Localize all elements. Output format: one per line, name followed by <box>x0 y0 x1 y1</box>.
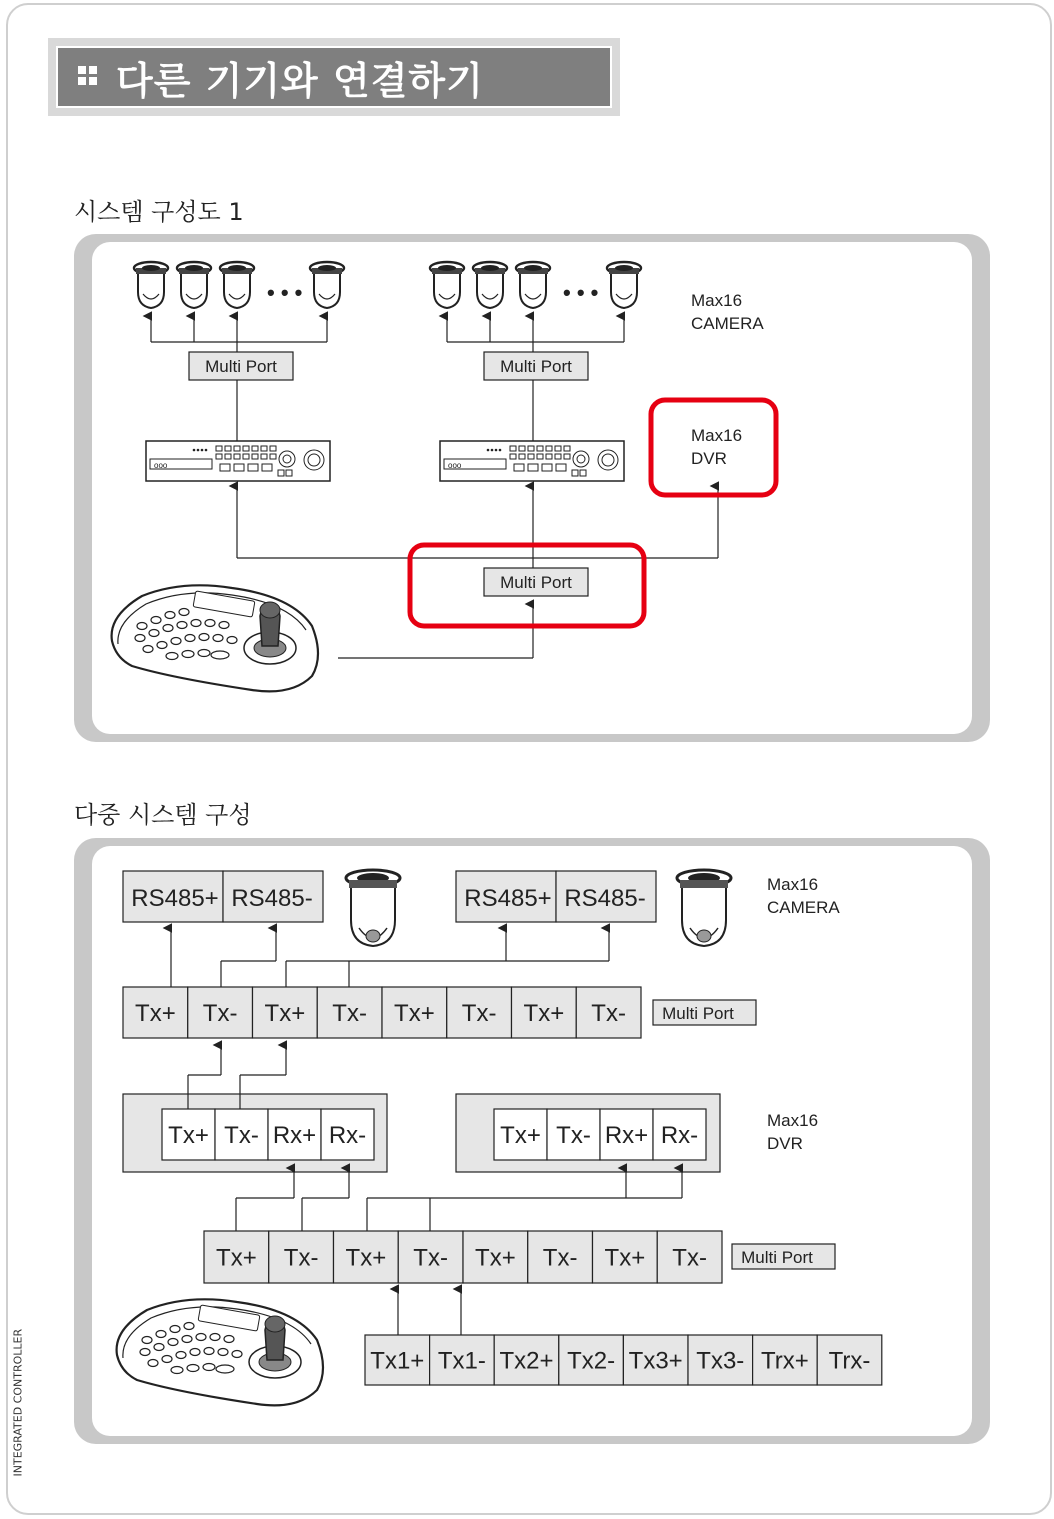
dvr-port-cell <box>494 1109 547 1160</box>
svg-text:Multi Port: Multi Port <box>741 1248 813 1267</box>
camera-label-line2: CAMERA <box>691 314 764 333</box>
svg-text:Tx+: Tx+ <box>168 1122 209 1150</box>
svg-text:Tx3+: Tx3+ <box>628 1347 683 1375</box>
svg-text:Tx+: Tx+ <box>216 1244 257 1272</box>
port-cell <box>576 987 641 1038</box>
port-cell <box>512 987 577 1038</box>
dvr2-label-line1: Max16 <box>767 1111 819 1130</box>
dvr-label-line1: Max16 <box>691 426 743 445</box>
svg-text:Tx+: Tx+ <box>475 1244 516 1272</box>
svg-text:Tx+: Tx+ <box>345 1244 387 1272</box>
svg-text:RS485-: RS485- <box>564 885 646 912</box>
multiport-label-upper <box>653 1000 756 1025</box>
svg-text:Multi Port: Multi Port <box>500 357 572 376</box>
port-cell <box>447 987 512 1038</box>
rs485-block-left <box>123 871 323 922</box>
port-cell <box>269 1231 334 1283</box>
ellipsis-left: • • • <box>267 280 303 305</box>
svg-text:Trx+: Trx+ <box>761 1347 809 1375</box>
port-cell <box>317 987 382 1038</box>
ellipsis-right: • • • <box>563 280 599 305</box>
svg-text:Tx+: Tx+ <box>394 1000 435 1028</box>
controller-port-cell <box>623 1335 688 1385</box>
svg-text:Tx2+: Tx2+ <box>499 1347 554 1375</box>
dvr-port-cell <box>653 1109 706 1160</box>
multiport-label-lower <box>732 1244 835 1269</box>
dvr-port-cell <box>547 1109 600 1160</box>
svg-text:Tx+: Tx+ <box>264 1000 306 1028</box>
svg-text:Tx-: Tx- <box>283 1244 319 1272</box>
svg-text:Tx+: Tx+ <box>604 1244 646 1272</box>
svg-text:Tx+: Tx+ <box>500 1122 541 1150</box>
system-diagram-1: ooo • • • • • • Multi Port Multi Port Multi Port Max16 CAMERA Max16 DVR <box>0 0 1054 760</box>
controller-port-cell <box>494 1335 559 1385</box>
section1-title: 시스템 구성도 1 <box>74 198 244 226</box>
dvr-port-cell <box>321 1109 374 1160</box>
svg-text:Tx-: Tx- <box>332 1000 367 1028</box>
svg-text:Rx-: Rx- <box>660 1122 699 1150</box>
rs485-block-right <box>456 871 656 922</box>
keyboard-controller-2 <box>117 1299 323 1405</box>
svg-text:Multi Port: Multi Port <box>662 1004 734 1023</box>
svg-text:Tx1+: Tx1+ <box>370 1347 425 1375</box>
page-title: 다른 기기와 연결하기 <box>116 58 484 103</box>
controller-port-cell <box>753 1335 818 1385</box>
port-cell <box>657 1231 722 1283</box>
dvr-block-right <box>456 1094 720 1172</box>
multiport-row-upper <box>123 987 641 1038</box>
dvr-port-cell <box>215 1109 268 1160</box>
camera-icon-2 <box>677 870 731 946</box>
port-cell <box>253 987 318 1038</box>
controller-port-cell <box>430 1335 495 1385</box>
svg-text:Rx+: Rx+ <box>604 1122 649 1150</box>
svg-text:Rx+: Rx+ <box>272 1122 317 1150</box>
port-cell <box>204 1231 269 1283</box>
camera2-label-line2: CAMERA <box>767 898 840 917</box>
controller-port-cell <box>559 1335 624 1385</box>
dvr-port-cell <box>162 1109 215 1160</box>
side-vertical-text: INTEGRATED CONTROLLER <box>11 1328 25 1477</box>
port-cell <box>123 987 188 1038</box>
svg-text:Tx+: Tx+ <box>523 1000 565 1028</box>
svg-text:Tx-: Tx- <box>542 1244 578 1272</box>
svg-text:Tx1-: Tx1- <box>437 1347 486 1375</box>
dvr-label-line2: DVR <box>691 449 727 468</box>
svg-text:Tx-: Tx- <box>461 1000 497 1028</box>
svg-text:RS485+: RS485+ <box>464 885 552 912</box>
svg-text:RS485-: RS485- <box>231 885 313 912</box>
dvr-block-left <box>123 1094 387 1172</box>
section2-title: 다중 시스템 구성 <box>74 801 252 829</box>
port-cell <box>188 987 253 1038</box>
camera2-label-line1: Max16 <box>767 875 819 894</box>
camera-icon-1 <box>346 870 400 946</box>
svg-text:Tx2-: Tx2- <box>567 1347 616 1375</box>
svg-text:Tx-: Tx- <box>413 1244 448 1272</box>
controller-port-cell <box>365 1335 430 1385</box>
controller-port-cell <box>817 1335 882 1385</box>
svg-text:Multi Port: Multi Port <box>205 357 277 376</box>
svg-text:RS485+: RS485+ <box>131 885 219 912</box>
svg-text:Tx3-: Tx3- <box>696 1347 745 1375</box>
svg-text:Trx-: Trx- <box>828 1347 871 1375</box>
port-cell <box>593 1231 658 1283</box>
dvr-port-cell <box>600 1109 653 1160</box>
controller-port-cell <box>688 1335 753 1385</box>
port-cell <box>528 1231 593 1283</box>
svg-text:Tx-: Tx- <box>556 1122 591 1150</box>
controller-port-row <box>365 1335 882 1385</box>
camera-label-line1: Max16 <box>691 291 743 310</box>
port-cell <box>382 987 447 1038</box>
port-cell <box>463 1231 528 1283</box>
svg-text:Tx+: Tx+ <box>135 1000 176 1028</box>
port-cell <box>334 1231 399 1283</box>
svg-text:Tx-: Tx- <box>591 1000 626 1028</box>
svg-text:Tx-: Tx- <box>202 1000 238 1028</box>
dvr2-label-line2: DVR <box>767 1134 803 1153</box>
svg-text:Multi Port: Multi Port <box>500 573 572 592</box>
svg-text:Tx-: Tx- <box>224 1122 259 1150</box>
svg-text:Rx-: Rx- <box>328 1122 367 1150</box>
port-cell <box>398 1231 463 1283</box>
dvr-port-cell <box>268 1109 321 1160</box>
svg-text:Tx-: Tx- <box>672 1244 707 1272</box>
multiport-row-lower <box>204 1231 722 1283</box>
